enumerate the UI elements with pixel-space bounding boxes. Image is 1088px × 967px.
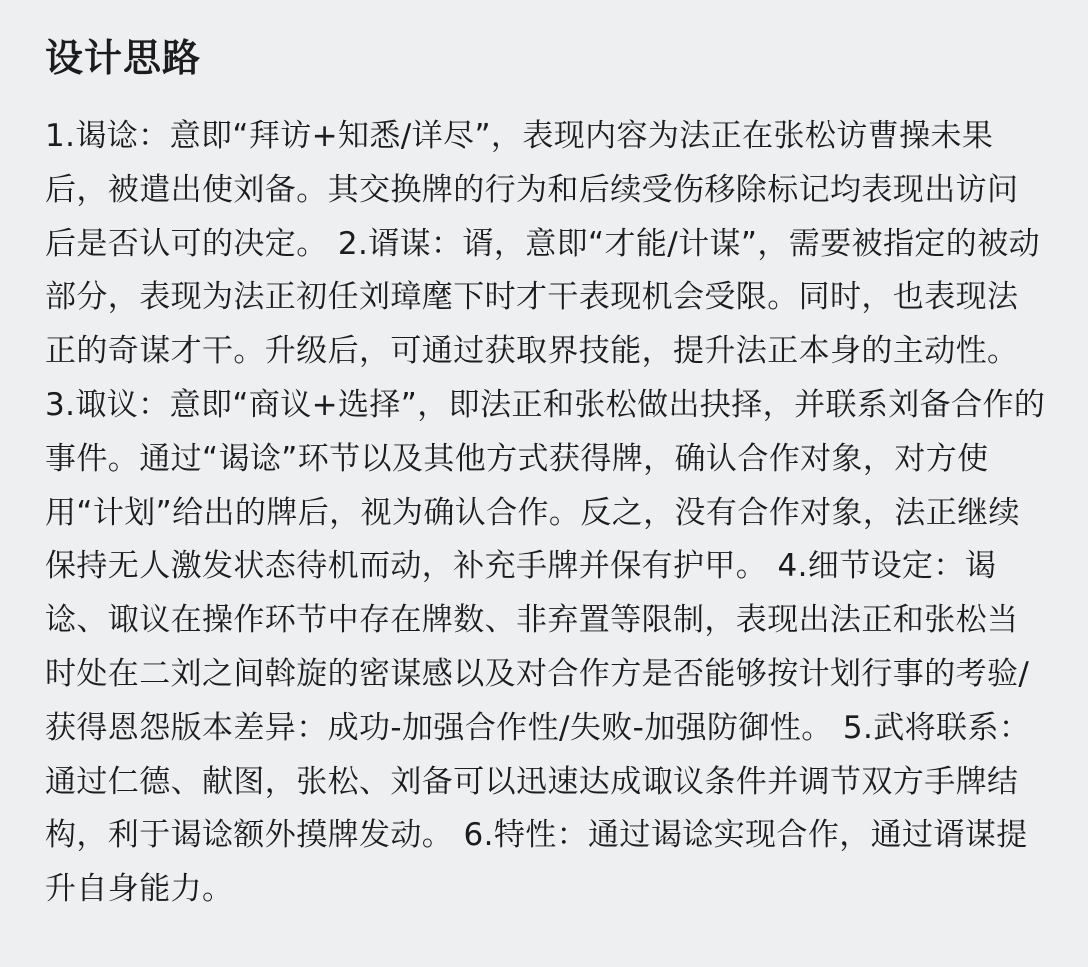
page-title: 设计思路 (45, 36, 202, 80)
body-paragraph: 1.谒谂：意即“拜访+知悉/详尽”，表现内容为法正在张松访曹操未果后，被遣出使刘备。其交换牌的行为和后续受伤移除标记均表现出访问后是否认可的决定。 2.谞谋：谞，意即“才能/计谋”，需要被指定的被动部分，表现为法正初任刘璋麾下时才干表现机会受限。同时，也表现法正的奇谋才干。升级后，可通过获取界技能，提升法正本身的主动性。 3.诹议：意即“商议+选择”，即法正和张松做出抉择，并联系刘备合作的事件。通过“谒谂”环节以及其他方式获得牌，确认合作对象，对方使用“计划”给出的牌后，视为确认合作。反之，没有合作对象，法正继续保持无人激发状态待机而动，补充手牌并保有护甲。 4.细节设定：谒谂、诹议在操作环节中存在牌数、非弃置等限制，表现出法正和张松当时处在二刘之间斡旋的密谋感以及对合作方是否能够按计划行事的考验/获得恩怨版本差异：成功-加强合作性/失败-加强防御性。 5.武将联系：通过仁德、献图，张松、刘备可以迅速达成诹议条件并调节双方手牌结构，利于谒谂额外摸牌发动。 6.特性：通过谒谂实现合作，通过谞谋提升自身能力。 (45, 118, 1046, 908)
